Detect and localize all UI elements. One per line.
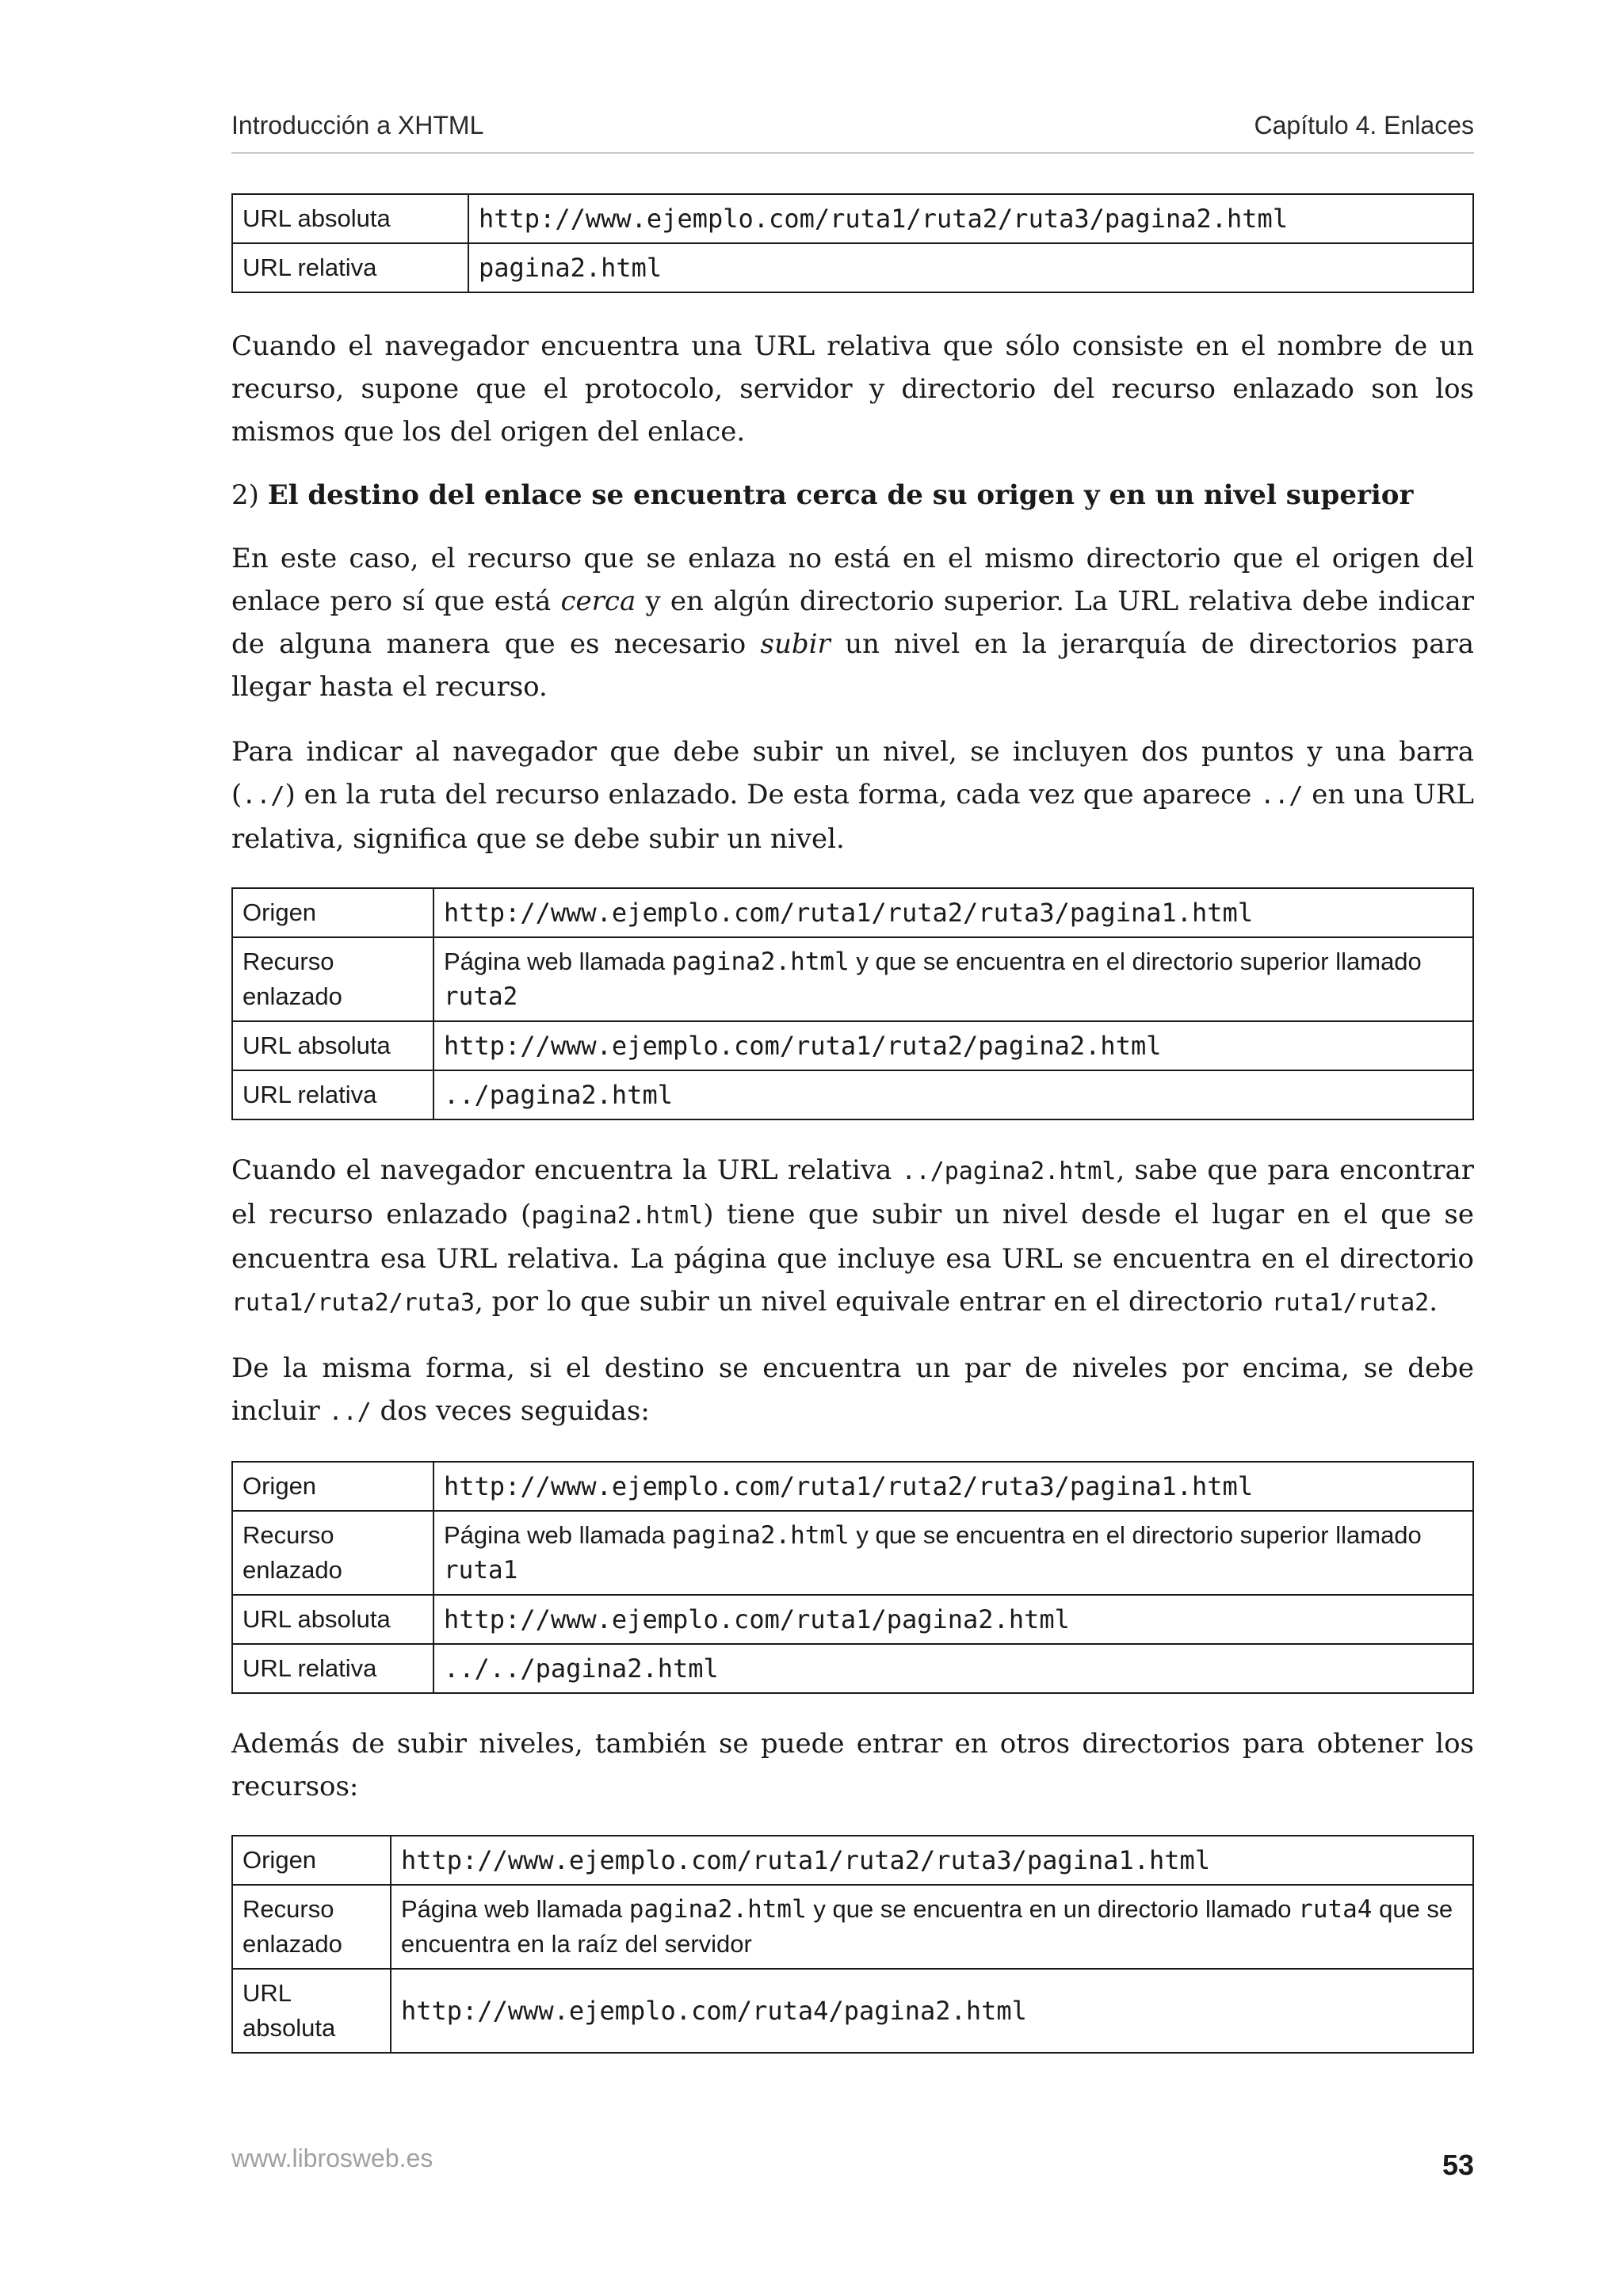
text-run: y que se encuentra en un directorio llamado <box>806 1895 1299 1923</box>
resource-description <box>433 937 1473 1021</box>
inline-code: ruta1/ruta2 <box>1271 1289 1430 1317</box>
row-label: URL absoluta <box>232 194 468 243</box>
inline-code: ruta1/ruta2/ruta3 <box>231 1289 475 1317</box>
inline-code: ../ <box>242 782 285 810</box>
table-row <box>232 243 1473 292</box>
table-row <box>232 1836 1473 1885</box>
text-run: y que se encuentra en el directorio superior llamado <box>849 948 1422 975</box>
page-number: 53 <box>1442 2149 1474 2181</box>
table-row <box>232 194 1473 243</box>
table-row <box>232 888 1473 937</box>
inline-code: ../pagina2.html <box>901 1158 1117 1185</box>
emphasis: subir <box>760 628 831 660</box>
text-run: dos veces seguidas: <box>371 1395 650 1427</box>
row-label: URL absoluta <box>232 1595 433 1644</box>
table-row <box>232 1070 1473 1119</box>
url-table-3 <box>231 1461 1474 1694</box>
url-value: http://www.ejemplo.com/ruta4/pagina2.html <box>391 1969 1473 2053</box>
inline-code: ruta1 <box>444 1556 518 1585</box>
table-row <box>232 1969 1473 2053</box>
text-run: en una URL relativa, significa que se debe subir un nivel. <box>231 779 1474 855</box>
table-row <box>232 1462 1473 1511</box>
url-value: pagina2.html <box>468 243 1473 292</box>
row-label: Recurso enlazado <box>232 1511 433 1595</box>
url-value: ../pagina2.html <box>433 1070 1473 1119</box>
table-row <box>232 1644 1473 1693</box>
footer-site-link: www.librosweb.es <box>231 2144 433 2172</box>
table-row <box>232 1885 1473 1969</box>
row-label: Origen <box>232 888 433 937</box>
text-run: . <box>1429 1286 1438 1318</box>
paragraph <box>231 730 1474 860</box>
section-heading <box>231 474 1474 517</box>
text-run: Página web llamada <box>444 1521 672 1549</box>
heading-number: 2) <box>231 479 268 511</box>
url-table-2 <box>231 887 1474 1120</box>
inline-code: ../ <box>1260 782 1304 810</box>
paragraph: Además de subir niveles, también se puede entrar en otros directorios para obtener los recursos: <box>231 1728 1474 1802</box>
row-label: Origen <box>232 1462 433 1511</box>
text-run: , sabe que para encontrar el recurso enlazado ( <box>231 1154 1475 1230</box>
text-run: , por lo que subir un nivel equivale entrar en el directorio <box>475 1286 1272 1318</box>
url-value: http://www.ejemplo.com/ruta1/ruta2/ruta3/pagina2.html <box>468 194 1473 243</box>
text-run: y en algún directorio superior. La URL relativa debe indicar de alguna manera que es necesario <box>231 585 1474 660</box>
url-table-4 <box>231 1835 1474 2054</box>
table-row <box>232 1511 1473 1595</box>
text-run: ) tiene que subir un nivel desde el lugar en el que se encuentra esa URL relativa. La página que incluye esa URL se encuentra en el directorio <box>231 1199 1474 1275</box>
text-run: y que se encuentra en el directorio superior llamado <box>849 1521 1422 1549</box>
resource-description <box>391 1885 1473 1969</box>
heading-text: El destino del enlace se encuentra cerca de su origen y en un nivel superior <box>267 479 1414 511</box>
text-run: Página web llamada <box>444 948 672 975</box>
row-label: URL absoluta <box>232 1021 433 1070</box>
row-label: URL relativa <box>232 1644 433 1693</box>
text-run: que se encuentra en la raíz del servidor <box>401 1895 1453 1958</box>
text-run: ) en la ruta del recurso enlazado. De esta forma, cada vez que aparece <box>285 779 1261 810</box>
running-header <box>231 108 1474 154</box>
table-row <box>232 1021 1473 1070</box>
url-value: http://www.ejemplo.com/ruta1/ruta2/pagina2.html <box>433 1021 1473 1070</box>
text-run: Cuando el navegador encuentra la URL relativa <box>231 1154 902 1186</box>
row-label: Recurso enlazado <box>232 937 433 1021</box>
inline-code: pagina2.html <box>628 1895 807 1924</box>
table-row <box>232 937 1473 1021</box>
inline-code: pagina2.html <box>671 1521 850 1550</box>
url-value: http://www.ejemplo.com/ruta1/pagina2.html <box>433 1595 1473 1644</box>
inline-code: ../ <box>328 1398 372 1426</box>
text-run: un nivel en la jerarquía de directorios para llegar hasta el recurso. <box>231 628 1474 703</box>
url-table-1 <box>231 193 1474 293</box>
url-value: http://www.ejemplo.com/ruta1/ruta2/ruta3/pagina1.html <box>433 888 1473 937</box>
text-run: En este caso, el recurso que se enlaza no está en el mismo directorio que el origen del enlace pero sí que está <box>231 543 1474 617</box>
paragraph <box>231 1347 1474 1434</box>
resource-description <box>433 1511 1473 1595</box>
book-title: Introducción a XHTML <box>231 111 484 139</box>
emphasis: cerca <box>560 585 636 617</box>
inline-code: pagina2.html <box>531 1202 704 1230</box>
url-value: http://www.ejemplo.com/ruta1/ruta2/ruta3/pagina1.html <box>433 1462 1473 1511</box>
url-value: http://www.ejemplo.com/ruta1/ruta2/ruta3/pagina1.html <box>391 1836 1473 1885</box>
chapter-title: Capítulo 4. Enlaces <box>1254 111 1474 139</box>
inline-code: ruta2 <box>444 982 518 1011</box>
inline-code: pagina2.html <box>671 948 850 976</box>
text-run: De la misma forma, si el destino se encuentra un par de niveles por encima, se debe incluir <box>231 1352 1474 1427</box>
table-row <box>232 1595 1473 1644</box>
row-label: URL relativa <box>232 243 468 292</box>
paragraph <box>231 1149 1474 1325</box>
paragraph <box>231 537 1474 708</box>
row-label: URL relativa <box>232 1070 433 1119</box>
paragraph: Cuando el navegador encuentra una URL relativa que sólo consiste en el nombre de un recurso, supone que el protocolo, servidor y directorio del recurso enlazado son los mismos que los del origen del enlace. <box>231 330 1474 448</box>
url-value: ../../pagina2.html <box>433 1644 1473 1693</box>
text-run: Página web llamada <box>401 1895 629 1923</box>
page-content <box>231 193 1474 2054</box>
row-label: URL absoluta <box>232 1969 391 2053</box>
inline-code: ruta4 <box>1298 1895 1373 1924</box>
text-run: Para indicar al navegador que debe subir un nivel, se incluyen dos puntos y una barra ( <box>231 736 1474 810</box>
row-label: Recurso enlazado <box>232 1885 391 1969</box>
row-label: Origen <box>232 1836 391 1885</box>
